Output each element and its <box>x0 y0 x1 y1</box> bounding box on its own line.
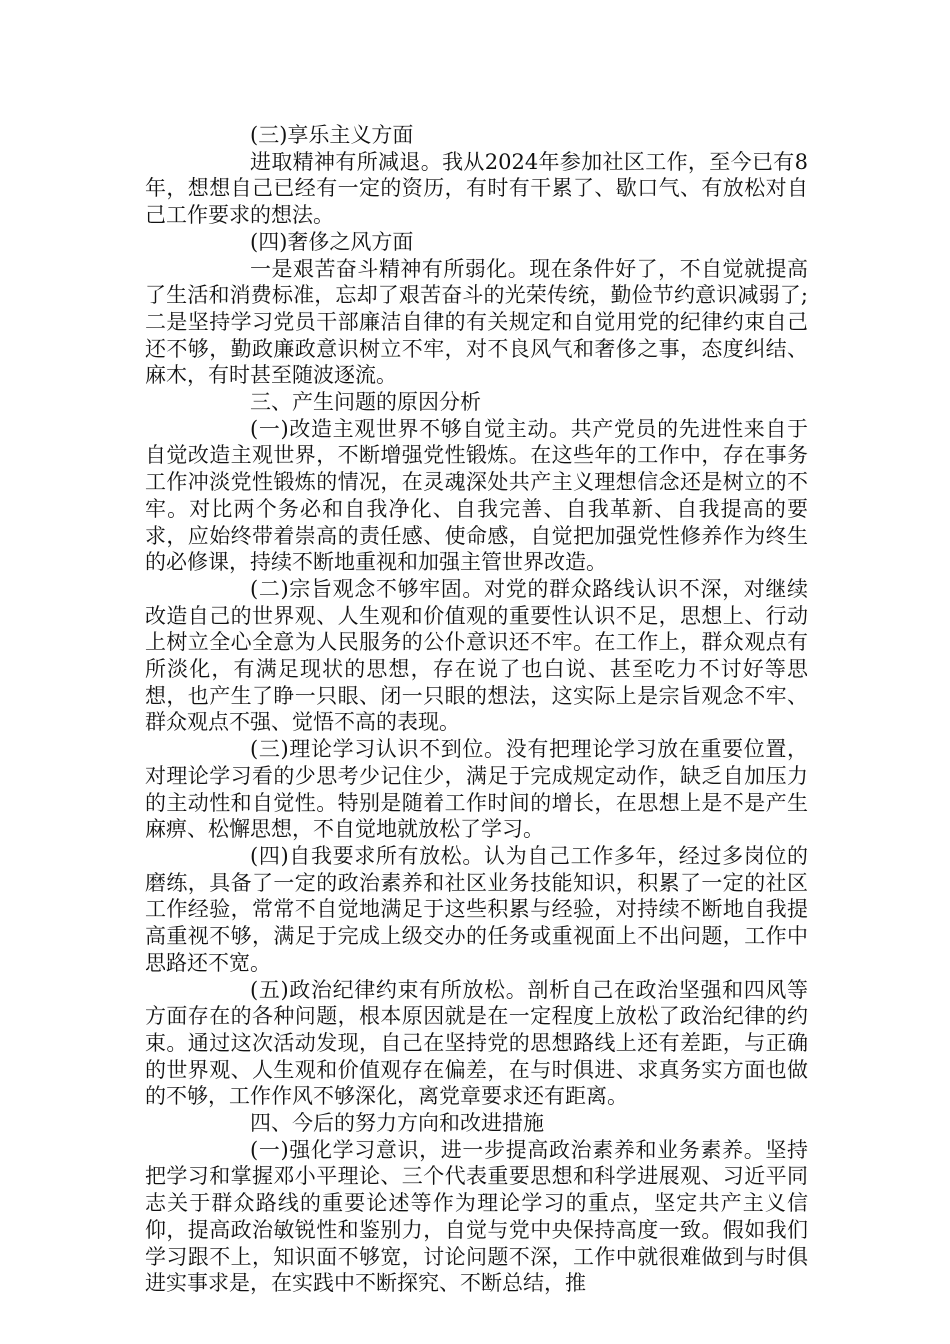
paragraph-cause-5: (五)政治纪律约束有所放松。剖析自己在政治坚强和四风等方面存在的各种问题，根本原因就是在一定程度上放松了政治纪律的约束。通过这次活动发现，自己在坚持党的思想路线上还有差距，与正确的世界观、人生观和价值观存在偏差，在与时俱进、求真务实方面也做的不够，工作作风不够深化，离党章要求还有距离。 <box>145 977 808 1109</box>
paragraph-improvement-1: (一)强化学习意识，进一步提高政治素养和业务素养。坚持把学习和掌握邓小平理论、三个代表重要思想和科学进展观、习近平同志关于群众路线的重要论述等作为理论学习的重点，坚定共产主义信仰，提高政治敏锐性和鉴别力，自觉与党中央保持高度一致。假如我们学习跟不上，知识面不够宽，讨论问题不深，工作中就很难做到与时俱进实事求是，在实践中不断探究、不断总结，推 <box>145 1137 808 1296</box>
paragraph-hedonism-body: 进取精神有所减退。我从2024年参加社区工作，至今已有8年，想想自己已经有一定的资历，有时有干累了、歇口气、有放松对自己工作要求的想法。 <box>145 149 808 228</box>
paragraph-cause-3: (三)理论学习认识不到位。没有把理论学习放在重要位置，对理论学习看的少思考少记住少，满足于完成规定动作，缺乏自加压力的主动性和自觉性。特别是随着工作时间的增长，在思想上是不是产生麻痹、松懈思想，不自觉地就放松了学习。 <box>145 737 808 842</box>
section-heading-improvement: 四、今后的努力方向和改进措施 <box>250 1111 544 1136</box>
paragraph-cause-4: (四)自我要求所有放松。认为自己工作多年，经过多岗位的磨练，具备了一定的政治素养和社区业务技能知识，积累了一定的社区工作经验，常常不自觉地满足于这些积累与经验，对持续不断地自我提高重视不够，满足于完成上级交办的任务或重视面上不出问题，工作中思路还不宽。 <box>145 843 808 975</box>
paragraph-extravagance-body: 一是艰苦奋斗精神有所弱化。现在条件好了，不自觉就提高了生活和消费标准，忘却了艰苦奋斗的光荣传统，勤俭节约意识减弱了;二是坚持学习党员干部廉洁自律的有关规定和自觉用党的纪律约束自己还不够，勤政廉政意识树立不牢，对不良风气和奢侈之事，态度纠结、麻木，有时甚至随波逐流。 <box>145 256 808 388</box>
document-page <box>145 122 808 1297</box>
heading-extravagance: (四)奢侈之风方面 <box>250 229 414 254</box>
heading-hedonism: (三)享乐主义方面 <box>250 123 414 147</box>
paragraph-cause-2: (二)宗旨观念不够牢固。对党的群众路线认识不深，对继续改造自己的世界观、人生观和价值观的重要性认识不足，思想上、行动上树立全心全意为人民服务的公仆意识还不牢。在工作上，群众观点有所淡化，有满足现状的思想，存在说了也白说、甚至吃力不讨好等思想，也产生了睁一只眼、闭一只眼的想法，这实际上是宗旨观念不牢、群众观点不强、觉悟不高的表现。 <box>145 576 808 735</box>
section-heading-cause-analysis: 三、产生问题的原因分析 <box>250 390 481 415</box>
paragraph-cause-1: (一)改造主观世界不够自觉主动。共产党员的先进性来自于自觉改造主观世界，不断增强党性锻炼。在这些年的工作中，存在事务工作冲淡党性锻炼的情况，在灵魂深处共产主义理想信念还是树立的不牢。对比两个务必和自我净化、自我完善、自我革新、自我提高的要求，应始终带着崇高的责任感、使命感，自觉把加强党性修养作为终生的必修课，持续不断地重视和加强主管世界改造。 <box>145 416 808 575</box>
